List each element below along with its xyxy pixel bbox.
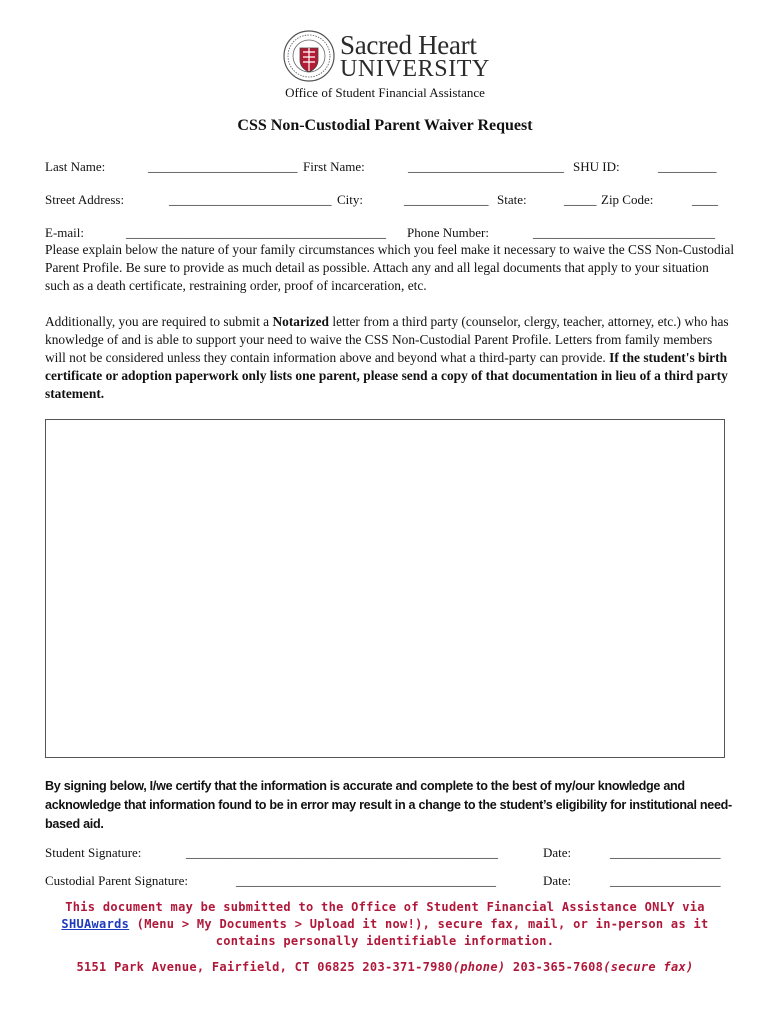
- first-name-label: First Name:: [303, 159, 365, 174]
- phone-number-field[interactable]: ____________________________: [533, 225, 715, 240]
- contact-address: [40, 960, 730, 974]
- instructions-paragraph-2: [45, 313, 735, 403]
- student-date-label: Date:: [543, 845, 572, 860]
- parent-signature-label: Custodial Parent Signature:: [45, 873, 188, 888]
- street-address-label: Street Address:: [45, 192, 125, 207]
- state-label: State:: [497, 192, 527, 207]
- last-name-field[interactable]: _______________________: [148, 159, 298, 174]
- state-field[interactable]: _____: [564, 192, 597, 207]
- notice-text: (Menu > My Documents > Upload it now!), secure fax, mail, or in-person as it contains personally identifiable information.: [129, 917, 709, 948]
- city-field[interactable]: _____________: [404, 192, 489, 207]
- notarized-emphasis: Notarized: [272, 314, 329, 329]
- university-seal-icon: [283, 30, 335, 82]
- shuawards-link[interactable]: SHUAwards: [61, 917, 130, 931]
- parent-signature-field[interactable]: ________________________________________: [236, 873, 496, 888]
- phone-tag: (phone): [452, 960, 506, 974]
- notice-text: This document may be submitted to the Office of Student Financial Assistance ONLY via: [65, 900, 705, 914]
- student-signature-field[interactable]: ________________________________________________: [186, 845, 498, 860]
- student-signature-label: Student Signature:: [45, 845, 142, 860]
- fax-number: 203-365-7608: [505, 960, 604, 974]
- zip-code-field[interactable]: ____: [692, 192, 718, 207]
- city-label: City:: [337, 192, 364, 207]
- parent-date-field[interactable]: _________________: [610, 873, 721, 888]
- logo-wordmark-line2: UNIVERSITY: [340, 56, 490, 82]
- instructions-paragraph-1: Please explain below the nature of your family circumstances which you feel make it necessary to waive the CSS Non-Custodial Parent Profile. Be sure to provide as much detail as possible. Attach any and all legal documents that apply to your situation such as a death certificate, restraining order, proof of incarceration, etc.: [45, 242, 735, 293]
- certification-statement: By signing below, I/we certify that the information is accurate and complete to the best of my/our knowledge and acknowledge that information found to be in error may result in a change to the student’s eligibility for institutional need-based aid.: [45, 779, 732, 831]
- first-name-field[interactable]: ________________________: [408, 159, 564, 174]
- street-address: 5151 Park Avenue, Fairfield, CT 06825: [76, 960, 363, 974]
- phone-number-label: Phone Number:: [407, 225, 489, 240]
- last-name-label: Last Name:: [45, 159, 106, 174]
- shu-id-label: SHU ID:: [573, 159, 620, 174]
- instructions-text: Additionally, you are required to submit a: [45, 314, 273, 329]
- instructions-text: letter from a third party (counselor, clergy, teacher, attorney, etc.) who has knowledge of and is able to support your need to waive the CSS Non-Custodial Parent Profile. Letters from family members will not be considered unless they contain information above and beyond what a third-party can provide.: [45, 314, 729, 365]
- submission-notice: [40, 899, 730, 950]
- fax-tag: (secure fax): [603, 960, 694, 974]
- student-date-field[interactable]: _________________: [610, 845, 721, 860]
- email-label: E-mail:: [45, 225, 84, 240]
- birth-certificate-note: If the student's birth certificate or adoption paperwork only lists one parent, please send a copy of that documentation in lieu of a third party statement.: [45, 350, 728, 401]
- office-name: Office of Student Financial Assistance: [285, 85, 485, 100]
- shu-id-field[interactable]: _________: [658, 159, 717, 174]
- phone-number: 203-371-7980: [362, 960, 453, 974]
- page-title: CSS Non-Custodial Parent Waiver Request: [237, 117, 533, 134]
- email-field[interactable]: ________________________________________: [126, 225, 386, 240]
- logo-wordmark-line1: Sacred Heart: [340, 30, 477, 60]
- zip-code-label: Zip Code:: [601, 192, 654, 207]
- explanation-textbox[interactable]: [45, 419, 725, 758]
- parent-date-label: Date:: [543, 873, 572, 888]
- street-address-field[interactable]: _________________________: [169, 192, 332, 207]
